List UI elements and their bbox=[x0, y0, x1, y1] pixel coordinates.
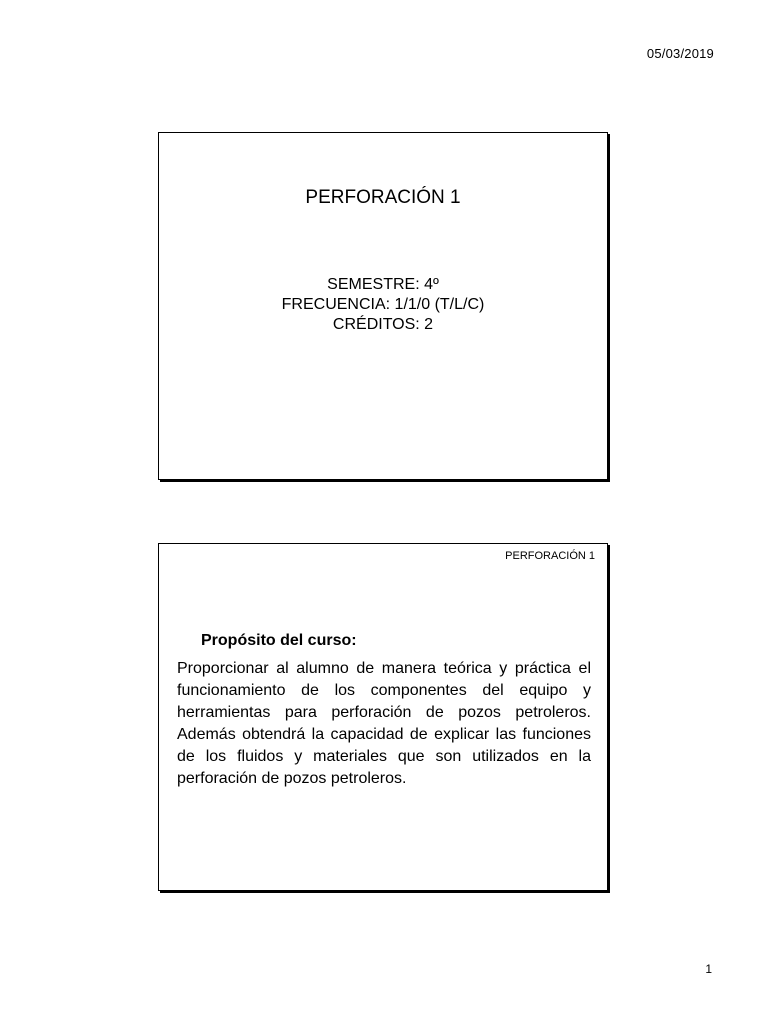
purpose-heading: Propósito del curso: bbox=[201, 632, 357, 649]
purpose-body: Proporcionar al alumno de manera teórica y práctica el funcionamiento de los componentes del equipo y herramientas para perforación de pozos petroleros. Además obtendrá la capacidad de explicar las funciones de los fluidos y materiales que son utilizados en la perforación de pozos petroleros. bbox=[177, 660, 591, 787]
page-date: 05/03/2019 bbox=[646, 46, 714, 61]
semester-text: SEMESTRE: 4º bbox=[327, 276, 439, 293]
credits-text: CRÉDITOS: 2 bbox=[332, 316, 434, 333]
course-details bbox=[159, 275, 607, 335]
page-number: 1 bbox=[705, 962, 712, 976]
course-title: PERFORACIÓN 1 bbox=[305, 187, 461, 208]
frequency-text: FRECUENCIA: 1/1/0 (T/L/C) bbox=[281, 296, 485, 313]
slide-title-card bbox=[158, 132, 608, 480]
slide-purpose bbox=[158, 543, 608, 891]
slide-header-label: PERFORACIÓN 1 bbox=[505, 550, 595, 562]
